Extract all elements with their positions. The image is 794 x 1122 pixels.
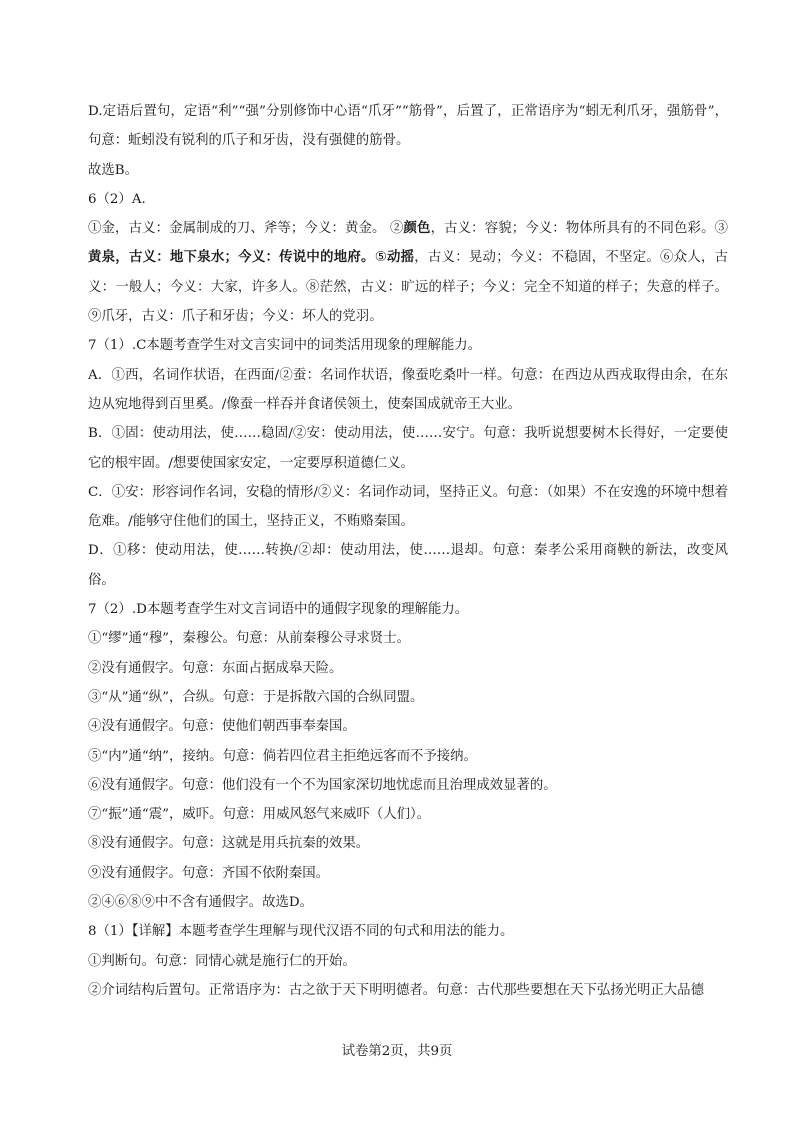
- text-run: ⑧没有通假字。句意：这就是用兵抗秦的效果。: [88, 836, 370, 852]
- text-run: 7（2）.D本题考查学生对文言词语中的通假字现象的理解能力。: [88, 602, 469, 618]
- text-run: ②没有通假字。句意：东面占据成皋天险。: [88, 660, 343, 676]
- answer-paragraph: [88, 419, 728, 478]
- answer-paragraph: [88, 97, 728, 156]
- text-run: ③“从”通“纵”，合纵。句意：于是拆散六国的合纵同盟。: [88, 689, 424, 705]
- answer-paragraph: [88, 331, 728, 360]
- answer-paragraph: [88, 947, 728, 976]
- text-run: ②介词结构后置句。正常语序为：古之欲于天下明明德者。句意：古代那些要想在天下弘扬光明正大品德: [88, 982, 704, 998]
- answer-paragraph: [88, 683, 728, 712]
- text-run: ④没有通假字。句意：使他们朝西事奉秦国。: [88, 719, 356, 735]
- answer-paragraph: [88, 361, 728, 420]
- answer-paragraph: [88, 214, 728, 331]
- text-run: ⑤“内”通“纳”，接纳。句意：倘若四位君主拒绝远客而不予接纳。: [88, 748, 477, 764]
- answer-paragraph: [88, 829, 728, 858]
- answer-paragraph: [88, 800, 728, 829]
- text-run: ⑤: [374, 250, 387, 266]
- answer-paragraph: [88, 771, 728, 800]
- text-run: 7（1）.C本题考查学生对文言实词中的词类活用现象的理解能力。: [88, 338, 482, 354]
- answer-paragraph: [88, 624, 728, 653]
- answer-paragraph: [88, 976, 728, 1005]
- page-footer: 试卷第2页，共9页: [341, 1044, 453, 1059]
- bold-text-run: 动摇: [386, 249, 415, 266]
- bold-text-run: 颜色: [403, 220, 431, 237]
- text-run: 6（2）A.: [88, 191, 146, 207]
- answer-paragraph: [88, 742, 728, 771]
- answer-body: [88, 97, 728, 1005]
- text-run: B．①固：使动用法，使……稳固/②安：使动用法，使……安宁。句意：我听说想要树木长得好，一定要使它的根牢固。/想要使国家安定，一定要厚积道德仁义。: [88, 426, 728, 471]
- answer-paragraph: [88, 595, 728, 624]
- answer-paragraph: [88, 917, 728, 946]
- text-run: D．①移：使动用法，使……转换/②却：使动用法，使……退却。句意：秦孝公采用商鞅的新法，改变风俗。: [88, 543, 728, 588]
- answer-paragraph: [88, 536, 728, 595]
- text-run: ，古义：容貌；今义：物体所具有的不同色彩。③: [430, 221, 729, 237]
- answer-paragraph: [88, 859, 728, 888]
- bold-text-run: 黄泉，古义：地下泉水；今义：传说中的地府。: [88, 249, 375, 266]
- text-run: D.定语后置句，定语“利”“强”分别修饰中心语“爪牙”“筋骨”，后置了，正常语序为“蚓无利爪牙，强筋骨”，句意：蚯蚓没有锐利的爪子和牙齿，没有强健的筋骨。: [88, 104, 728, 149]
- text-run: ⑥没有通假字。句意：他们没有一个不为国家深切地忧虑而且治理成效显著的。: [88, 777, 557, 793]
- text-run: ②④⑥⑧⑨中不含有通假字。故选D。: [88, 895, 313, 911]
- answer-paragraph: [88, 156, 728, 185]
- answer-paragraph: [88, 185, 728, 214]
- text-run: A．①西，名词作状语，在西面/②蚕：名词作状语，像蚕吃桑叶一样。句意：在西边从西戎取得由余，在东边从宛地得到百里奚。/像蚕一样吞并食诸侯领土，使秦国成就帝王大业。: [88, 367, 728, 412]
- text-run: ⑦“振”通“震”，威吓。句意：用威风怒气来威吓（人们）。: [88, 807, 431, 823]
- text-run: C．①安：形容词作名词，安稳的情形/②义：名词作动词，坚持正义。句意：（如果）不在安逸的环境中想着危难。/能够守住他们的国土，坚持正义，不贿赂秦国。: [88, 484, 728, 530]
- answer-paragraph: [88, 888, 728, 917]
- answer-paragraph: [88, 654, 728, 683]
- text-run: 故选B。: [88, 162, 139, 178]
- answer-paragraph: [88, 478, 728, 537]
- text-run: ①判断句。句意：同情心就是施行仁的开始。: [88, 953, 356, 969]
- text-run: ，古义：晃动；今义：不稳固，不坚定。⑥众人，古义：一般人；今义：大家，许多人。⑧茫然，古义：旷远的样子；今义：完全不知道的样子；失意的样子。⑨爪牙，古义：爪子和牙齿；今义：坏人的党羽。: [88, 250, 729, 325]
- answer-paragraph: [88, 712, 728, 741]
- text-run: ①金，古义：金属制成的刀、斧等；今义：黄金。 ②: [88, 221, 404, 237]
- text-run: ⑨没有通假字。句意：齐国不依附秦国。: [88, 865, 330, 881]
- text-run: ①“缪”通“穆”，秦穆公。句意：从前秦穆公寻求贤士。: [88, 631, 410, 647]
- text-run: 8（1）【详解】本题考查学生理解与现代汉语不同的句式和用法的能力。: [88, 924, 514, 940]
